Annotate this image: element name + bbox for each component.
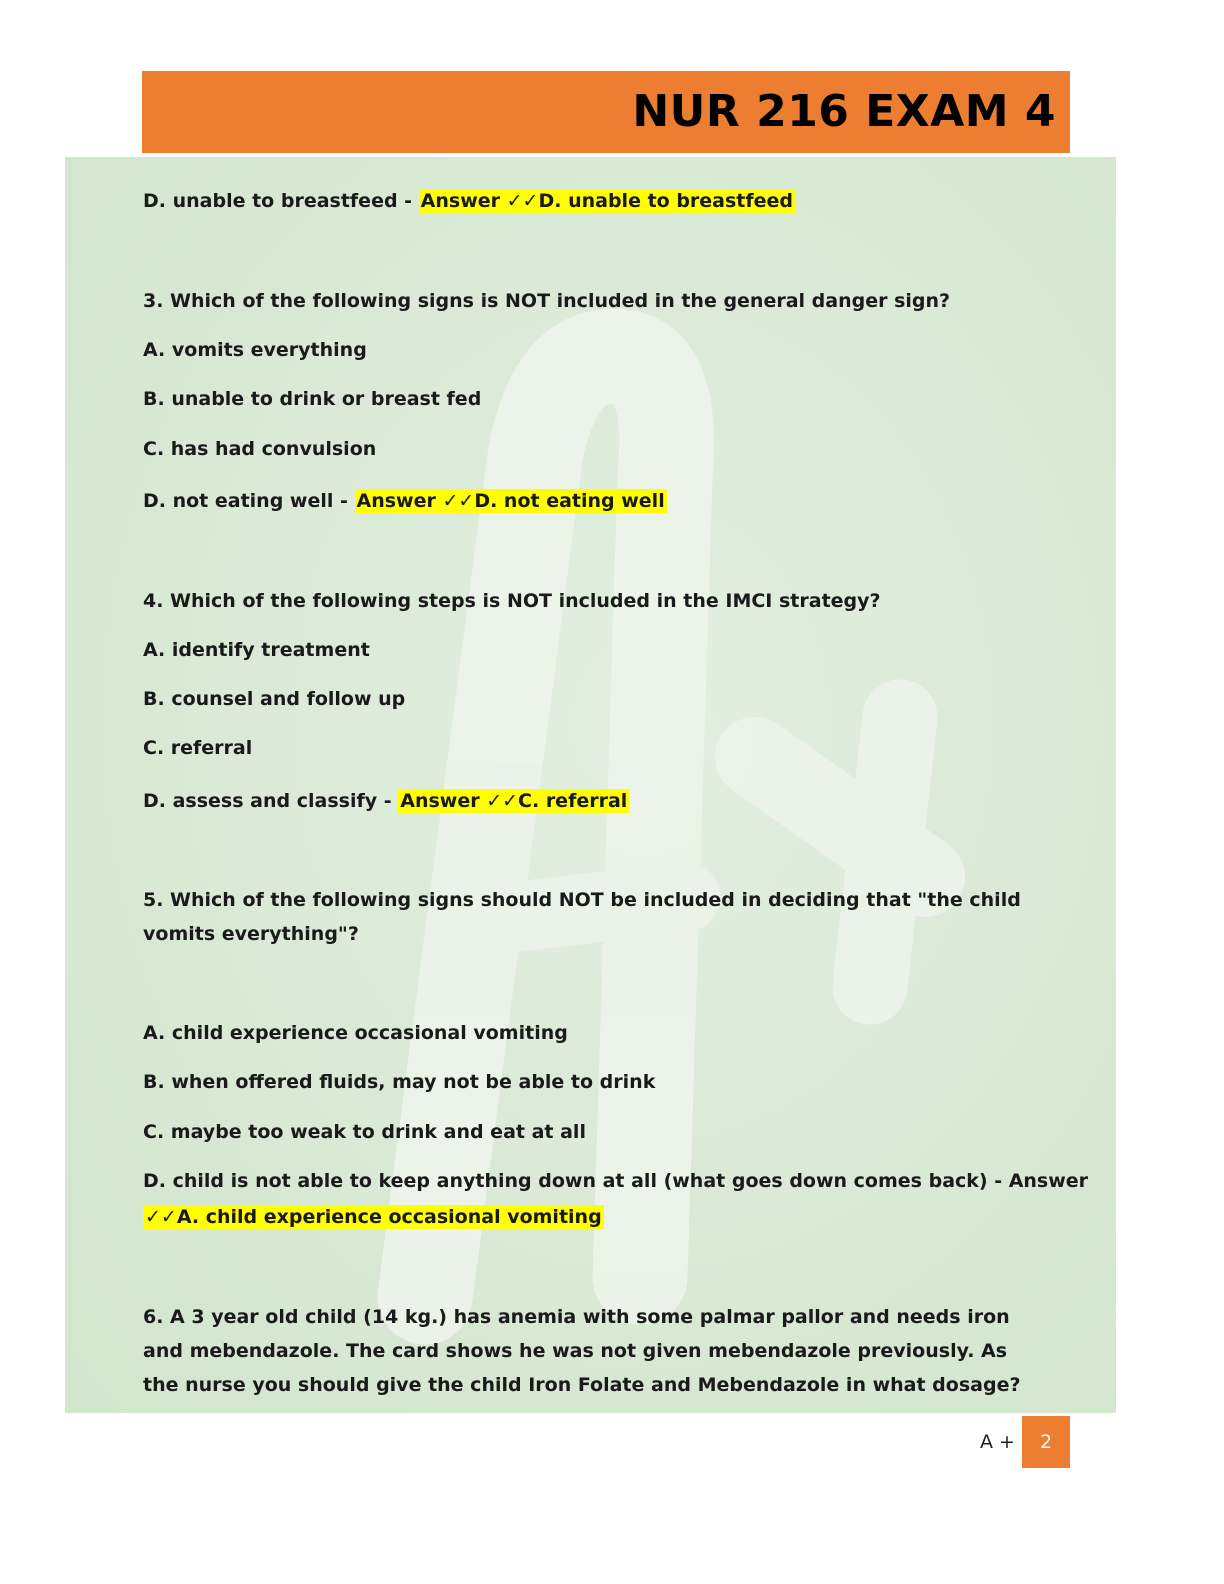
q4-option-c: C. referral bbox=[143, 737, 253, 759]
answer-highlight: ✓✓A. child experience occasional vomiting bbox=[145, 1206, 602, 1228]
header-bar bbox=[142, 71, 1070, 153]
q3-option-b: B. unable to drink or breast fed bbox=[143, 388, 482, 410]
answer-highlight: Answer ✓✓D. not eating well bbox=[356, 490, 665, 512]
q6-question: 6. A 3 year old child (14 kg.) has anemia with some palmar pallor and needs iron and mebendazole. The card shows he was not given mebendazole previously. As the nurse you should give the child Iron Folate and Mebendazole in what dosage? bbox=[143, 1306, 1021, 1396]
q4-option-d bbox=[143, 788, 629, 814]
q3-question: 3. Which of the following signs is NOT included in the general danger sign? bbox=[143, 290, 951, 312]
option-text: D. not eating well - bbox=[143, 490, 355, 512]
option-text: D. unable to breastfeed - bbox=[143, 190, 419, 212]
q4-question: 4. Which of the following steps is NOT included in the IMCI strategy? bbox=[143, 590, 881, 612]
footer-label: A + bbox=[980, 1431, 1015, 1453]
q3-option-c: C. has had convulsion bbox=[143, 438, 377, 460]
q3-option-a: A. vomits everything bbox=[143, 339, 367, 361]
q3-option-d bbox=[143, 488, 667, 514]
page-number: 2 bbox=[1022, 1416, 1070, 1468]
q4-option-b: B. counsel and follow up bbox=[143, 688, 406, 710]
q5-question: 5. Which of the following signs should NOT be included in deciding that "the child vomits everything"? bbox=[143, 889, 1021, 945]
answer-highlight: Answer ✓✓C. referral bbox=[400, 790, 628, 812]
q4-option-a: A. identify treatment bbox=[143, 639, 370, 661]
q5-answer bbox=[143, 1204, 604, 1230]
q5-option-b: B. when offered fluids, may not be able to drink bbox=[143, 1071, 656, 1093]
q5-option-a: A. child experience occasional vomiting bbox=[143, 1022, 568, 1044]
q2-option-d bbox=[143, 188, 795, 214]
answer-highlight: Answer ✓✓D. unable to breastfeed bbox=[420, 190, 794, 212]
option-text: D. assess and classify - bbox=[143, 790, 399, 812]
page-title: NUR 216 EXAM 4 bbox=[632, 86, 1056, 137]
q5-option-d: D. child is not able to keep anything down at all (what goes down comes back) - Answer bbox=[143, 1170, 1089, 1192]
q5-option-c: C. maybe too weak to drink and eat at all bbox=[143, 1121, 586, 1143]
